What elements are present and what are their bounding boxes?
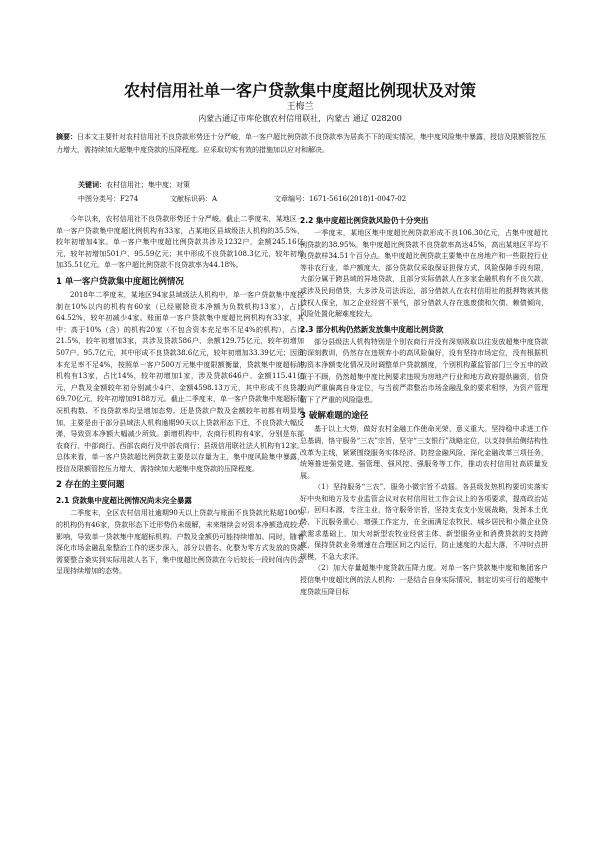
- subsection-heading: 2.3 部分机构仍然新发放集中度超比例贷款: [300, 324, 444, 334]
- abstract-text: 日本文主要针对农村信用社不良贷款形势还十分严峻，单一客户超比例贷款不良贷款率为居高不下的现实情况，集中度风险集中暴露，授信及限额管控压力增大，需持续加大超集中度贷款的压降程度。应采取切实有效的措施加以应对和解决。: [56, 133, 546, 154]
- article-number: 文章编号：1671-5616(2018)1-0047-02: [274, 195, 407, 203]
- keywords: [78, 180, 190, 190]
- body-paragraph: 基于以上大势，做好农村金融工作使命光荣、意义重大。坚持稳中求进工作总基调，恪守服务“三农”宗旨，坚守“三支银行”战略定位，以支持供给侧结构性改革为主线，紧紧围绕服务实体经济、防控金融风险、深化金融改革三项任务，统筹推进强党建、强管理、强风控、强服务等工作，推动农村信用社高质量发展。: [300, 425, 548, 480]
- section-heading: 3 破解难题的途径: [300, 411, 369, 422]
- section-heading: 2 存在的主要问题: [56, 480, 125, 491]
- abstract-label: 摘要：: [56, 132, 77, 141]
- author-affiliation: 内蒙古通辽市库伦旗农村信用联社，内蒙古 通辽 028200: [198, 114, 402, 123]
- section-heading: 1 单一客户贷款集中度超比例情况: [56, 276, 184, 287]
- body-paragraph: （1）坚持服务“三农”、服务小微宗旨不动摇。各县级发热机构要切实落实好中央和地方及专业监管会议对农村信用社工作会议上的各项要求，提高政治站位，回归本源，专注主业，恪守服务宗旨，坚持支农支小发展战略，发挥本土优势，下沉服务重心，增强工作定力，在全面满足农牧民、城乡居民和小微企业贷款需求基础上，加大对新型农牧业经营主体、新型服务业和消费贷款的支持跨度，保持贷款业务增速在合理区间之内运行，防止速度的大起大落，不冲时点拼规模，不急大求洋。: [300, 483, 548, 561]
- keywords-text: 农村信用社；集中度；对策: [106, 181, 190, 189]
- body-paragraph: 一季度末，某地区集中度超比例贷款形成不良106.30亿元，占集中度超比例贷款的38.95%。集中度超比例贷款不良贷款率高达45%，高出某地区平均不良贷款样34.51个百分点。集中度超比例贷款主要集中在房地产和一些限控行业等非农行业，单户额度大，部分贷款仅采取保证担保方式，风险保障手段有限，大部分属于跨县域的异地贷款，且部分实际借款人在多家金融机构有不良欠款，或涉及民间借贷，大多涉及司法诉讼，部分借款人在农村信用社的抵押物被其他债权人保全，加之企业经营不景气，部分借款人存在逃废债和欠债、赖债倾向，风险处置化解难度较大。: [300, 229, 548, 319]
- body-paragraph: （2）加大存量超集中度贷款压降力度。对单一客户贷款集中度和集团客户授信集中度超比例的法人机构：一是结合自身实际情况，制定切实可行的超集中度贷款压降目标: [300, 564, 548, 596]
- paper-title: 农村信用社单一客户贷款集中度超比例现状及对策: [123, 81, 476, 100]
- body-paragraph: 2018年二季度末，某地区94家县域级法人机构中，单一客户贷款集中度控制在10%以内的机构有60家（已经剔除资本净额为负数机构13家），占比64.52%，较年初减少4家。账面单一客户贷款集中度超比例机构有33家，其中：高于10%（含）的机构20家（不包含资本充足率不足4%的机构），占比21.5%，较年初增加3家，共涉及贷款586户、余额129.75亿元，较年初增加507户、95.7亿元，其中形成不良贷款38.6亿元，较年初增加33.39亿元；因资本充足率不足4%，按照单一客户500万元集中度限额衡量，贷款集中度超标的机构有13家，占比14%，较年初增加1家，涉及贷款646户、金额115.41亿元，户数及金额较年初分别减少4户、金额4598.13万元，其中形成不良贷款69.70亿元，较年初增加9188万元。截止二季度末，单一客户贷款集中度超标情况机构数、不良贷款率均呈增加态势。还是贷款户数及金额较年初都有明显增加，主要是由于部分县域法人机构逾期90天以上贷款形态下迁，不良贷款大幅反弹，导致资本净额大幅减少所致。新增机构中，农商行机构有4家，分别是东部农商行、中部商行、西部农商行及中部农商行；县级信用联社法人机构有12家。总体来看，单一客户贷款超比例贷款主要是以存量为主，集中度风险集中暴露，授信及限额管控压力增大，需持续加大超集中度贷款的压降程度。: [56, 290, 304, 473]
- body-paragraph: 部分县级法人机构特别是个别农商行并没有深刻吸取以往发放超集中度贷款的深刻教训，仍然存在违规弃小的高风险偏好，没有坚持市场定位，没有根据机构资本净额变化情况及时调整单户贷款额度，个别机构董监管部门三令五申的政策于不顾，仍然超集中度比例要求违规为房地产行业和地方政府提供融资，信贷投向严重偏离自身定位，与当前严肃整治市场金融乱象的要求相悖，为资产管理留下了严重的风险隐患。: [300, 337, 548, 404]
- abstract: [56, 130, 546, 157]
- document-code: 文献标识码：A: [170, 195, 218, 203]
- subsection-heading: 2.2 集中度超比例贷款风险仍十分突出: [300, 216, 429, 225]
- clc-number: 中图分类号：F274: [78, 195, 139, 203]
- author-name: 王梅兰: [286, 102, 314, 112]
- right-column: [300, 214, 548, 598]
- left-column: [56, 214, 304, 578]
- body-paragraph: 今年以来，农村信用社不良贷款形势还十分严峻。截止二季度末，某地区一单一客户贷款集中度超比例机构有33家，占某地区县域级法人机构的35.5%，较年初增加4家。单一客户集中度超比例贷款共涉及1232户，金额245.16亿元，较年初增加501户、95.59亿元；其中形成不良贷款108.3亿元，较年初增加35.51亿元。单一客户超比例贷款不良贷款率为44.18%。: [56, 215, 304, 270]
- keywords-label: 关键词：: [78, 180, 106, 189]
- subsection-heading: 2.1 贷款集中度超比例情况尚未完全暴露: [56, 496, 192, 506]
- body-paragraph: 二季度末，全区农村信用社逾期90天以上贷款与账面不良贷款比粘超100%的机构仍有46家，贷款形态下迁形势仍未缓解，未来继续会对资本净额造成较大影响，导致单一贷款集中度超标机构、户数及金额仍可能持续增加。同时，随着深化市场金融乱象整治工作的逐步深入，部分以借名、化整为零方式发放的贷款需要整合桑实到实际用款人名下，集中度超比例贷款在今后较长一段时间内仍会呈现持续增加的态势。: [56, 509, 304, 576]
